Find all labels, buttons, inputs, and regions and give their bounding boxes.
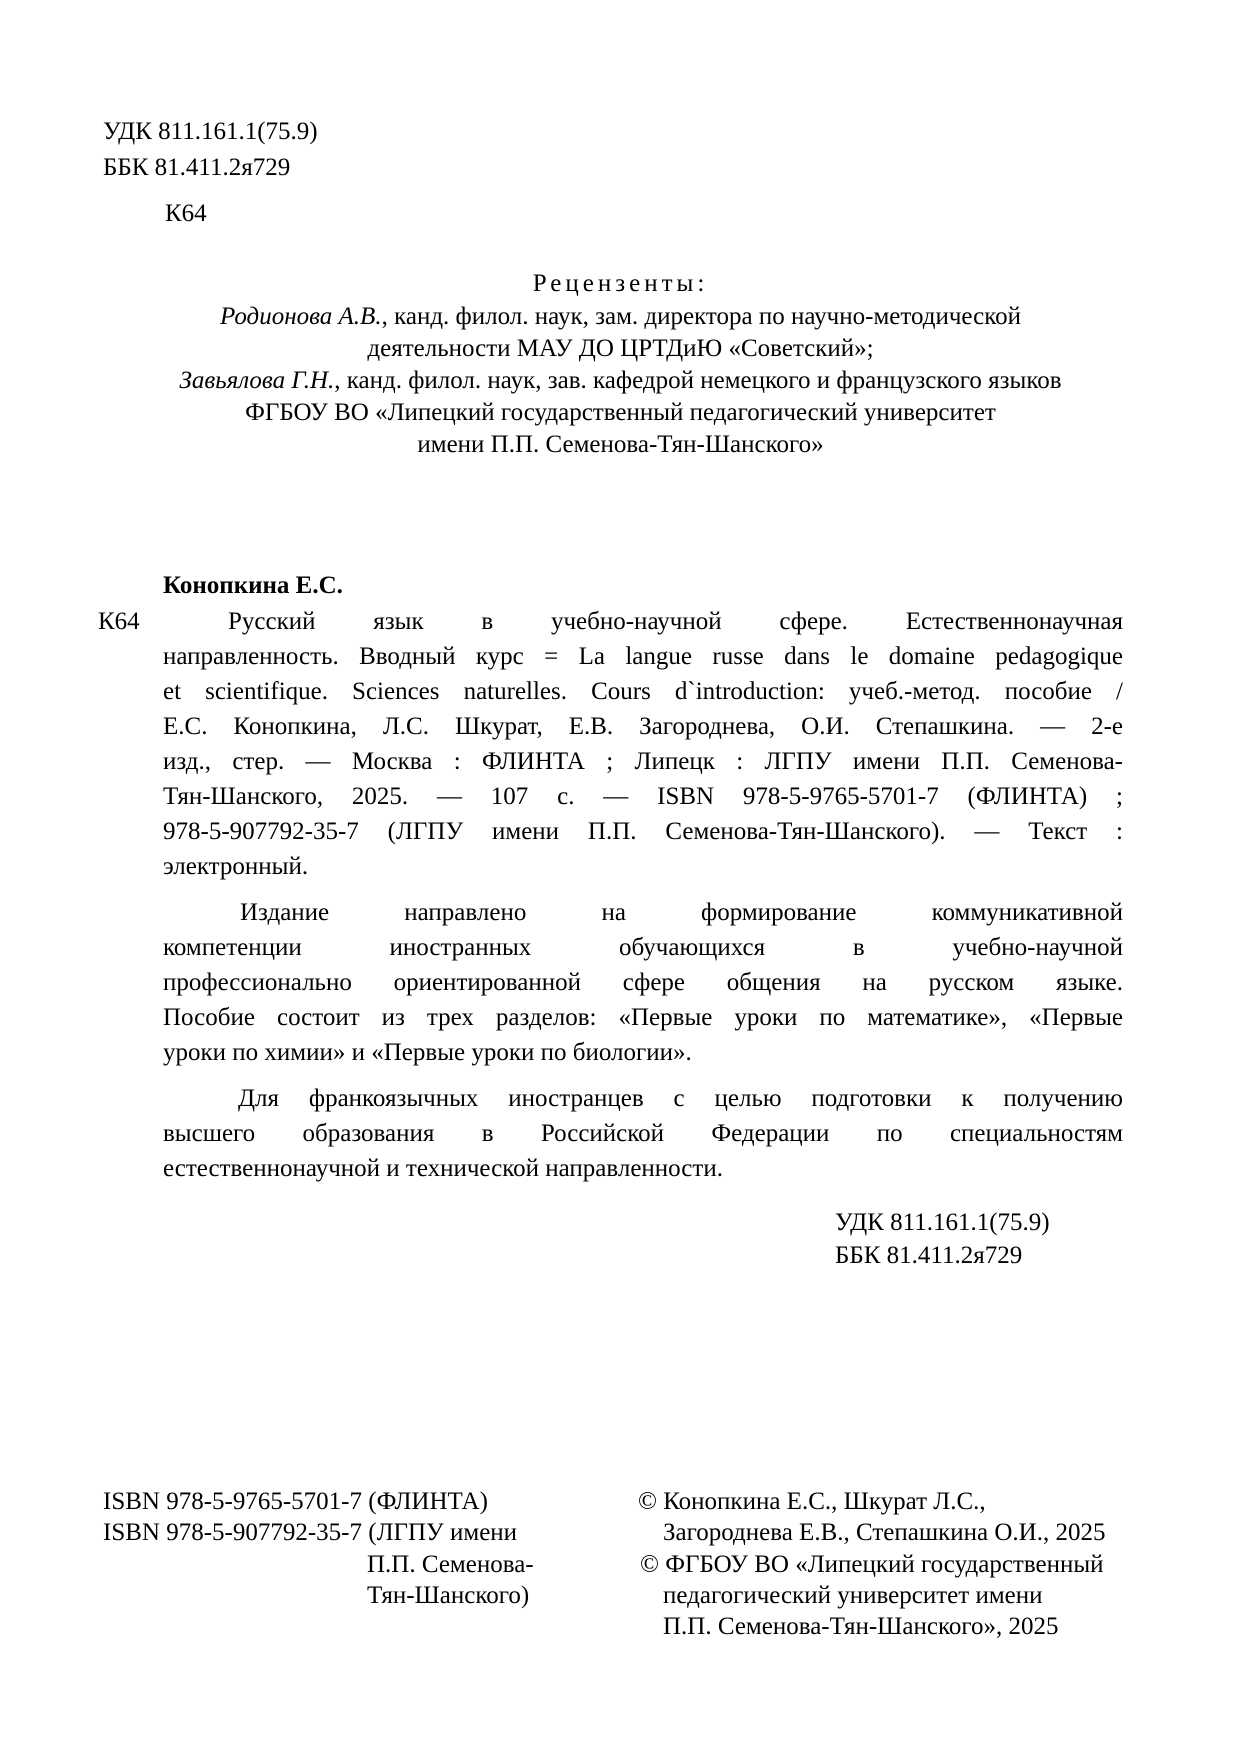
record-author: Конопкина Е.С. (163, 572, 343, 599)
reviewer-2-line-2: ФГБОУ ВО «Липецкий государственный педагогический университет (245, 399, 996, 426)
record-line-2: направленность. Вводный курс = La langue russe dans le domaine pedagogique (163, 643, 1123, 670)
isbn-line-3: П.П. Семенова- (367, 1551, 534, 1578)
annotation-p1-line-2: компетенции иностранных обучающихся в учебно-научной (163, 934, 1123, 961)
reviewer-1-name: Родионова А.В. (220, 303, 382, 330)
isbn-line-2: ISBN 978-5-907792-35-7 (ЛГПУ имени (103, 1519, 518, 1546)
isbn-line-4: Тян-Шанского) (367, 1582, 530, 1609)
author-mark: К64 (165, 200, 207, 227)
footer-udk-code: УДК 811.161.1(75.9) (835, 1209, 1050, 1236)
annotation-p2-line-2: высшего образования в Российской Федерации по специальностям (163, 1120, 1123, 1147)
record-line-4: Е.С. Конопкина, Л.С. Шкурат, Е.В. Загороднева, О.И. Степашкина. — 2-е (163, 713, 1123, 740)
reviewer-2-name: Завьялова Г.Н. (179, 367, 335, 394)
copyright-line-3: © ФГБОУ ВО «Липецкий государственный (640, 1551, 1104, 1578)
annotation-p2-line-1: Для франкоязычных иностранцев с целью подготовки к получению (238, 1085, 1123, 1112)
isbn-line-1: ISBN 978-5-9765-5701-7 (ФЛИНТА) (103, 1488, 488, 1515)
annotation-p1-line-1: Издание направлено на формирование коммуникативной (240, 899, 1123, 926)
copyright-line-4: педагогический университет имени (663, 1582, 1043, 1609)
record-mark: К64 (98, 608, 140, 635)
udk-code: УДК 811.161.1(75.9) (103, 118, 318, 145)
record-line-1: Русский язык в учебно-научной сфере. Естественнонаучная (228, 608, 1123, 635)
reviewer-2-line-1 (0, 365, 1241, 397)
reviewer-2-credentials: , канд. филол. наук, зав. кафедрой немецкого и французского языков (334, 367, 1062, 394)
record-line-8: электронный. (163, 853, 309, 880)
record-line-7: 978-5-907792-35-7 (ЛГПУ имени П.П. Семенова-Тян-Шанского). — Текст : (163, 818, 1123, 845)
bbk-code: ББК 81.411.2я729 (103, 154, 291, 181)
copyright-line-5: П.П. Семенова-Тян-Шанского», 2025 (663, 1613, 1059, 1640)
reviewers-title: Рецензенты: (532, 270, 709, 297)
copyright-line-1: © Конопкина Е.С., Шкурат Л.С., (638, 1488, 986, 1515)
footer-bbk-code: ББК 81.411.2я729 (835, 1242, 1023, 1269)
annotation-p2-line-3: естественнонаучной и технической направленности. (163, 1155, 723, 1182)
reviewer-2-line-3: имени П.П. Семенова-Тян-Шанского» (417, 431, 824, 458)
reviewer-1-credentials: , канд. филол. наук, зам. директора по научно-методической (381, 303, 1021, 330)
annotation-p1-line-5: уроки по химии» и «Первые уроки по биологии». (163, 1039, 692, 1066)
record-line-3: et scientifique. Sciences naturelles. Cours d`introduction: учеб.-метод. пособие / (163, 678, 1123, 705)
annotation-p1-line-3: профессионально ориентированной сфере общения на русском языке. (163, 969, 1123, 996)
annotation-p1-line-4: Пособие состоит из трех разделов: «Первые уроки по математике», «Первые (163, 1004, 1123, 1031)
record-line-5: изд., стер. — Москва : ФЛИНТА ; Липецк : ЛГПУ имени П.П. Семенова- (163, 748, 1123, 775)
reviewer-1-line-2: деятельности МАУ ДО ЦРТДиЮ «Советский»; (367, 335, 874, 362)
copyright-line-2: Загороднева Е.В., Степашкина О.И., 2025 (663, 1519, 1106, 1546)
reviewer-1-line-1 (0, 301, 1241, 333)
record-line-6: Тян-Шанского, 2025. — 107 с. — ISBN 978-5-9765-5701-7 (ФЛИНТА) ; (163, 783, 1123, 810)
